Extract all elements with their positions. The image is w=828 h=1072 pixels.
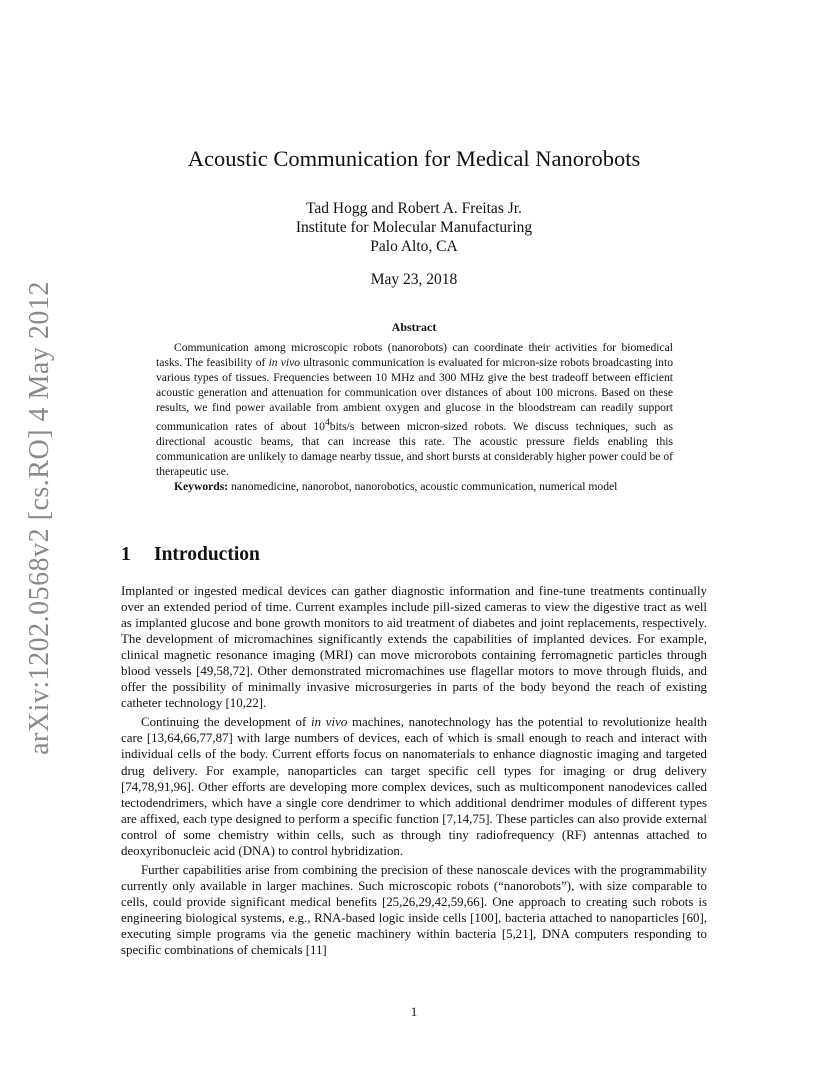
body-paragraph-1: Implanted or ingested medical devices can gather diagnostic information and fine-tune treatments continually over an extended period of time. Current examples include pill-sized cameras to view the digestive tract as well as implanted glucose and bone growth monitors to aid treatment of diabetes and joint replacements, respectively. The development of micromachines significantly extends the capabilities of implanted devices. For example, clinical magnetic resonance imaging (MRI) can move microrobots containing ferromagnetic particles through blood vessels [49,58,72]. Other demonstrated micromachines use flagellar motors to move through fluids, and offer the possibility of minimally invasive microsurgeries in parts of the body beyond the reach of existing catheter technology [10,22]. [121, 584, 707, 711]
page-number: 1 [410, 1004, 418, 1019]
author-block [0, 199, 828, 256]
section-heading [121, 544, 260, 566]
keywords-list: nanomedicine, nanorobot, nanorobotics, acoustic communication, numerical model [228, 479, 618, 493]
abstract-body [156, 340, 673, 494]
section-title: Introduction [154, 544, 260, 565]
arxiv-identifier [20, 281, 60, 755]
body-paragraph-3: Further capabilities arise from combining the precision of these nanoscale devices with the programmability currently only available in larger machines. Such microscopic robots (“nanorobots”), with size comparable to cells, could provide significant medical benefits [25,26,29,42,59,66]. One approach to creating such robots is engineering biological systems, e.g., RNA-based logic inside cells [100], bacteria attached to nanoparticles [60], executing simple programs via the genetic machinery within bacteria [5,21], DNA computers responding to specific combinations of chemicals [11] [121, 862, 707, 958]
keywords-label: Keywords: [174, 479, 229, 493]
section-body [121, 583, 707, 961]
author-names: Tad Hogg and Robert A. Freitas Jr. [306, 200, 522, 217]
paper-title: Acoustic Communication for Medical Nanorobots [187, 146, 641, 171]
body-paragraph-2: Continuing the development of in vivo machines, nanotechnology has the potential to revolutionize health care [13,64,66,77,87] with large numbers of devices, each of which is small enough to reach and interact with individual cells of the body. Current efforts focus on nanomaterials to enhance diagnostic imaging and targeted drug delivery. For example, nanoparticles can target specific cell types for imaging or drug delivery [74,78,91,96]. Other efforts are developing more complex devices, such as multicomponent nanodevices called tectodendrimers, which have a single core dendrimer to which additional dendrimer modules of different types are affixed, each type designed to perform a specific function [7,14,75]. These particles can also provide external control of some chemistry within cells, such as through tiny radiofrequency (RF) antennas attached to deoxyribonucleic acid (DNA) to control hybridization. [121, 715, 707, 858]
author-location: Palo Alto, CA [370, 238, 458, 255]
abstract-heading: Abstract [391, 320, 437, 334]
keywords-line [156, 479, 673, 494]
abstract-paragraph: Communication among microscopic robots (nanorobots) can coordinate their activities for biomedical tasks. The feasibility of in vivo ultrasonic communication is evaluated for micron-size robots broadcasting into various types of tissues. Frequencies between 10 MHz and 300 MHz give the best tradeoff between efficient acoustic generation and attenuation for communication over distances of about 100 microns. Based on these results, we find power available from ambient oxygen and glucose in the bloodstream can readily support communication rates of about $10^4bits/s$ between micron-sized robots. We discuss techniques, such as directional acoustic beams, that can increase this rate. The acoustic pressure fields enabling this communication are unlikely to damage nearby tissue, and short bursts at considerably higher power could be of therapeutic use. [156, 341, 673, 478]
author-affiliation: Institute for Molecular Manufacturing [295, 219, 533, 236]
paper-date: May 23, 2018 [370, 271, 458, 288]
section-number: 1 [121, 544, 131, 565]
arxiv-identifier-text: arXiv:1202.0568v2 [cs.RO] 4 May 2012 [24, 281, 56, 755]
